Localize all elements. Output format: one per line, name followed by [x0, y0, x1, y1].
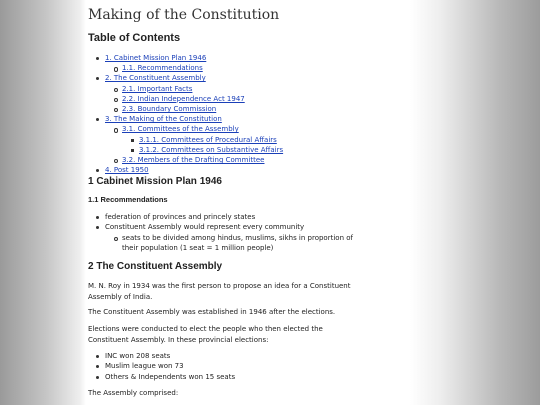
list-item-text: Muslim league won 73 — [105, 362, 184, 371]
disc-bullet-icon — [96, 77, 99, 80]
subsection-1-1-heading: 1.1 Recommendations — [88, 195, 168, 204]
circle-bullet-icon — [114, 128, 118, 132]
election-results-list — [88, 351, 388, 382]
square-bullet-icon — [131, 139, 134, 142]
toc-link[interactable]: 3.1.1. Committees of Procedural Affairs — [139, 135, 277, 144]
disc-bullet-icon — [96, 216, 99, 219]
toc-link[interactable]: 3. The Making of the Constitution — [105, 115, 222, 124]
section-1-heading: 1 Cabinet Mission Plan 1946 — [88, 176, 222, 187]
toc-item — [88, 84, 418, 94]
list-item — [88, 361, 388, 371]
disc-bullet-icon — [96, 169, 99, 172]
paragraph: Elections were conducted to elect the people who then elected the Constituent Assembly. In these provincial elections: — [88, 325, 323, 344]
toc-item — [88, 135, 418, 145]
toc-item — [88, 124, 418, 134]
list-item — [88, 233, 388, 243]
toc-link[interactable]: 4. Post 1950 — [105, 166, 149, 175]
toc-link[interactable]: 3.1.2. Committees on Substantive Affairs — [139, 145, 284, 154]
toc-link[interactable]: 2.1. Important Facts — [122, 84, 193, 93]
toc-item — [88, 145, 418, 155]
table-of-contents — [88, 53, 418, 175]
list-item-text: Others & Independents won 15 seats — [105, 372, 236, 381]
disc-bullet-icon — [96, 226, 99, 229]
toc-link[interactable]: 1.1. Recommendations — [122, 64, 203, 73]
list-item — [88, 243, 388, 253]
list-item-text: their population (1 seat = 1 million people) — [122, 243, 274, 252]
toc-link[interactable]: 2.2. Indian Independence Act 1947 — [122, 94, 245, 103]
list-item-text: INC won 208 seats — [105, 352, 171, 360]
disc-bullet-icon — [96, 376, 99, 379]
paragraph: The Assembly comprised: — [88, 389, 179, 397]
toc-link[interactable]: 2.3. Boundary Commission — [122, 105, 217, 114]
circle-bullet-icon — [114, 237, 118, 241]
paragraph: The Constituent Assembly was established in 1946 after the elections. — [88, 308, 336, 316]
disc-bullet-icon — [96, 365, 99, 368]
toc-link[interactable]: 2. The Constituent Assembly — [105, 74, 206, 83]
recommendations-list — [88, 212, 388, 253]
section-2-heading: 2 The Constituent Assembly — [88, 261, 223, 272]
circle-bullet-icon — [114, 159, 118, 163]
square-bullet-icon — [131, 149, 134, 152]
toc-link[interactable]: 1. Cabinet Mission Plan 1946 — [105, 54, 207, 62]
page-title: Making of the Constitution — [88, 7, 280, 23]
circle-bullet-icon — [114, 108, 118, 112]
list-item-text: seats to be divided among hindus, muslims, sikhs in proportion of — [122, 233, 353, 242]
list-item — [88, 222, 388, 232]
toc-item — [88, 104, 418, 114]
toc-item — [88, 155, 418, 165]
toc-item — [88, 165, 418, 175]
circle-bullet-icon — [114, 98, 118, 102]
list-item-text: federation of provinces and princely states — [105, 213, 256, 221]
disc-bullet-icon — [96, 57, 99, 60]
circle-bullet-icon — [114, 67, 118, 71]
list-item — [88, 351, 388, 361]
list-item — [88, 372, 388, 382]
toc-item — [88, 114, 418, 124]
disc-bullet-icon — [96, 118, 99, 121]
toc-item — [88, 53, 418, 63]
toc-heading: Table of Contents — [88, 32, 181, 44]
disc-bullet-icon — [96, 355, 99, 358]
circle-bullet-icon — [114, 88, 118, 92]
list-item — [88, 212, 388, 222]
toc-item — [88, 73, 418, 83]
toc-item — [88, 63, 418, 73]
toc-item — [88, 94, 418, 104]
document-page — [88, 0, 418, 397]
toc-link[interactable]: 3.2. Members of the Drafting Committee — [122, 156, 265, 165]
paragraph: M. N. Roy in 1934 was the first person to propose an idea for a Constituent Assembly of India. — [88, 282, 351, 301]
list-item-text: Constituent Assembly would represent every community — [105, 223, 305, 232]
toc-link[interactable]: 3.1. Committees of the Assembly — [122, 125, 239, 134]
